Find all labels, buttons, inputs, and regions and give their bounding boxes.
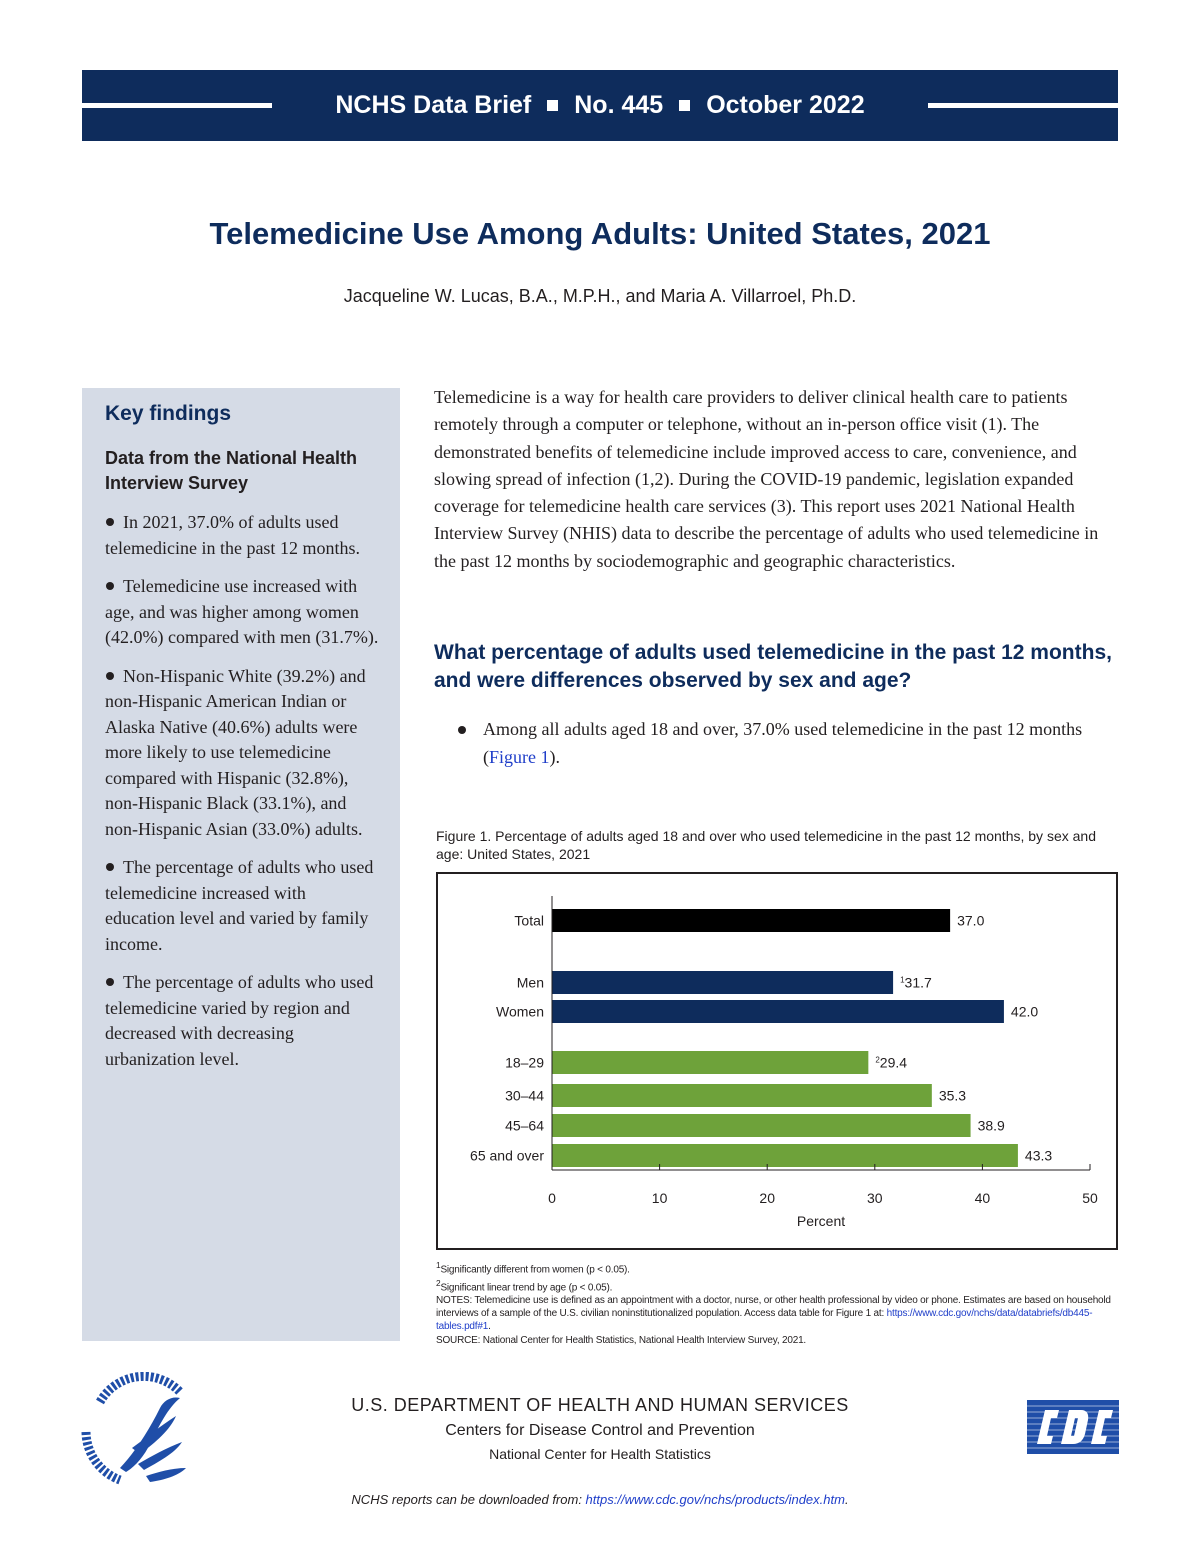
key-finding-text: In 2021, 37.0% of adults used telemedicine in the past 12 months. — [105, 512, 360, 558]
figure-1-chart — [436, 872, 1118, 1250]
bar — [552, 1051, 868, 1074]
key-findings-subheading: Data from the National Health Interview Survey — [105, 448, 358, 493]
department-block — [0, 1395, 1200, 1462]
key-finding-item — [105, 574, 380, 651]
notes-paragraph: NOTES: Telemedicine use is defined as an appointment with a doctor, nurse, or other health professional by video or phone. Estimates are based on household interviews of a sample of the U.S. civilian noninstitutionalized population. Access data table for Figure 1 at: https://www.cdc.gov/nchs/data/databriefs/db445-tables.pdf#1. — [436, 1295, 1111, 1333]
finding-bullet — [454, 715, 1114, 771]
x-tick-label: 50 — [1082, 1190, 1098, 1206]
square-bullet-icon — [547, 100, 558, 111]
footer-end: . — [844, 1492, 849, 1507]
value-label: 43.3 — [1024, 1147, 1053, 1164]
bar-chart-svg — [438, 874, 1116, 1248]
x-tick-label: 20 — [759, 1190, 775, 1206]
x-tick-label: 0 — [548, 1190, 556, 1206]
brief-number: No. 445 — [574, 91, 664, 119]
value-label: 38.9 — [977, 1117, 1005, 1134]
key-finding-item — [105, 510, 380, 561]
bullet-icon — [106, 978, 114, 986]
value-label: $^1$31.7 — [900, 974, 932, 991]
note-2: $^2$Significant linear trend by age (p < 0.05). — [436, 1277, 613, 1293]
bar — [552, 1114, 971, 1137]
note-2-text: Significant linear trend by age (p < 0.05). — [440, 1281, 613, 1293]
section-question: What percentage of adults used telemedicine in the past 12 months, and were differences observed by sex and age? — [434, 641, 1112, 692]
bullet-icon — [106, 582, 114, 590]
bullet-text-end: ). — [549, 747, 560, 767]
bullet-icon — [106, 863, 114, 871]
agency-name: Centers for Disease Control and Prevention — [445, 1422, 755, 1439]
x-tick-label: 30 — [867, 1190, 883, 1206]
category-label: 18–29 — [505, 1054, 544, 1071]
key-finding-text: The percentage of adults who used telemedicine increased with education level and varied by family income. — [105, 857, 374, 954]
series-name: NCHS Data Brief — [335, 91, 532, 119]
bar — [552, 909, 950, 932]
bar — [552, 971, 893, 994]
key-finding-text: Telemedicine use increased with age, and was higher among women (42.0%) compared with men (31.7%). — [105, 576, 379, 647]
figure-notes — [436, 1259, 1126, 1347]
bar — [552, 1084, 932, 1107]
center-name: National Center for Health Statistics — [489, 1446, 711, 1462]
notes-text: NOTES: Telemedicine use is defined as an appointment with a doctor, nurse, or other health professional by video or phone. Estimates are based on household interviews of a sample of the U.S. civilian noninstitutionalized population. Access data table for Figure 1 at: — [436, 1295, 1111, 1320]
category-label: Women — [496, 1003, 544, 1020]
authors: Jacqueline W. Lucas, B.A., M.P.H., and Maria A. Villarroel, Ph.D. — [343, 286, 857, 306]
category-label: Men — [516, 974, 544, 991]
figure-caption: Figure 1. Percentage of adults aged 18 and over who used telemedicine in the past 12 months, by sex and age: United States, 2021 — [436, 828, 1096, 862]
category-label: Total — [514, 912, 544, 929]
key-finding-item — [105, 664, 380, 843]
report-title: Telemedicine Use Among Adults: United States, 2021 — [209, 216, 991, 251]
brief-date: October 2022 — [706, 91, 865, 119]
data-table-link[interactable]: https://www.cdc.gov/nchs/data/databriefs/db445-tables.pdf#1 — [436, 1308, 1093, 1333]
bar — [552, 1144, 1018, 1167]
key-finding-text: Non-Hispanic White (39.2%) and non-Hispanic American Indian or Alaska Native (40.6%) adults were more likely to use telemedicine compared with Hispanic (32.8%), non-Hispanic Black (33.1%), and non-Hispanic Asian (33.0%) adults. — [105, 665, 366, 839]
bullet-icon — [458, 726, 466, 734]
figure-1-link[interactable]: Figure 1 — [489, 747, 550, 767]
x-tick-label: 40 — [974, 1190, 991, 1206]
footer-text: NCHS reports can be downloaded from: — [351, 1492, 586, 1507]
cdc-logo — [1027, 1400, 1119, 1454]
department-name: U.S. DEPARTMENT OF HEALTH AND HUMAN SERVICES — [351, 1395, 849, 1415]
key-finding-item — [105, 855, 380, 957]
page-footer — [0, 1492, 1200, 1507]
value-label: 37.0 — [957, 912, 985, 929]
bullet-icon — [106, 518, 114, 526]
value-label: 42.0 — [1010, 1003, 1039, 1020]
note-1: $^1$Significantly different from women (p < 0.05). — [436, 1260, 630, 1276]
source-note: SOURCE: National Center for Health Statistics, National Health Interview Survey, 2021. — [436, 1334, 807, 1346]
value-label: $^2$29.4 — [875, 1054, 908, 1071]
products-link[interactable]: https://www.cdc.gov/nchs/products/index.htm — [585, 1492, 845, 1507]
key-findings-box — [82, 388, 400, 1341]
square-bullet-icon — [679, 100, 690, 111]
category-label: 65 and over — [470, 1147, 544, 1164]
category-label: 30–44 — [505, 1087, 544, 1104]
bullet-text: Among all adults aged 18 and over, 37.0% used telemedicine in the past 12 months ( — [483, 719, 1083, 767]
category-label: 45–64 — [505, 1117, 544, 1134]
key-findings-heading: Key findings — [105, 402, 232, 425]
note-1-text: Significantly different from women (p < 0.05). — [440, 1264, 630, 1276]
intro-paragraph: Telemedicine is a way for health care providers to deliver clinical health care to patients remotely through a computer or telephone, without an in-person office visit (1). The demonstrated benefits of telemedicine include improved access to care, convenience, and slowing spread of infection (1,2). During the COVID-19 pandemic, legislation expanded coverage for telemedicine health care services (3). This report uses 2021 National Health Interview Survey (NHIS) data to describe the percentage of adults who used telemedicine in the past 12 months by sociodemographic and geographic characteristics. — [434, 387, 1099, 571]
banner-rule-right — [928, 103, 1118, 108]
banner-rule-left — [82, 103, 272, 108]
key-finding-text: The percentage of adults who used telemedicine varied by region and decreased with decreasing urbanization level. — [105, 972, 374, 1069]
bullet-icon — [106, 672, 114, 680]
key-finding-item — [105, 970, 380, 1072]
header-banner — [82, 70, 1118, 141]
bar — [552, 1000, 1004, 1023]
value-label: 35.3 — [938, 1087, 967, 1104]
x-tick-label: 10 — [651, 1190, 668, 1206]
banner-text — [272, 70, 928, 141]
x-axis-label: Percent — [796, 1213, 846, 1229]
